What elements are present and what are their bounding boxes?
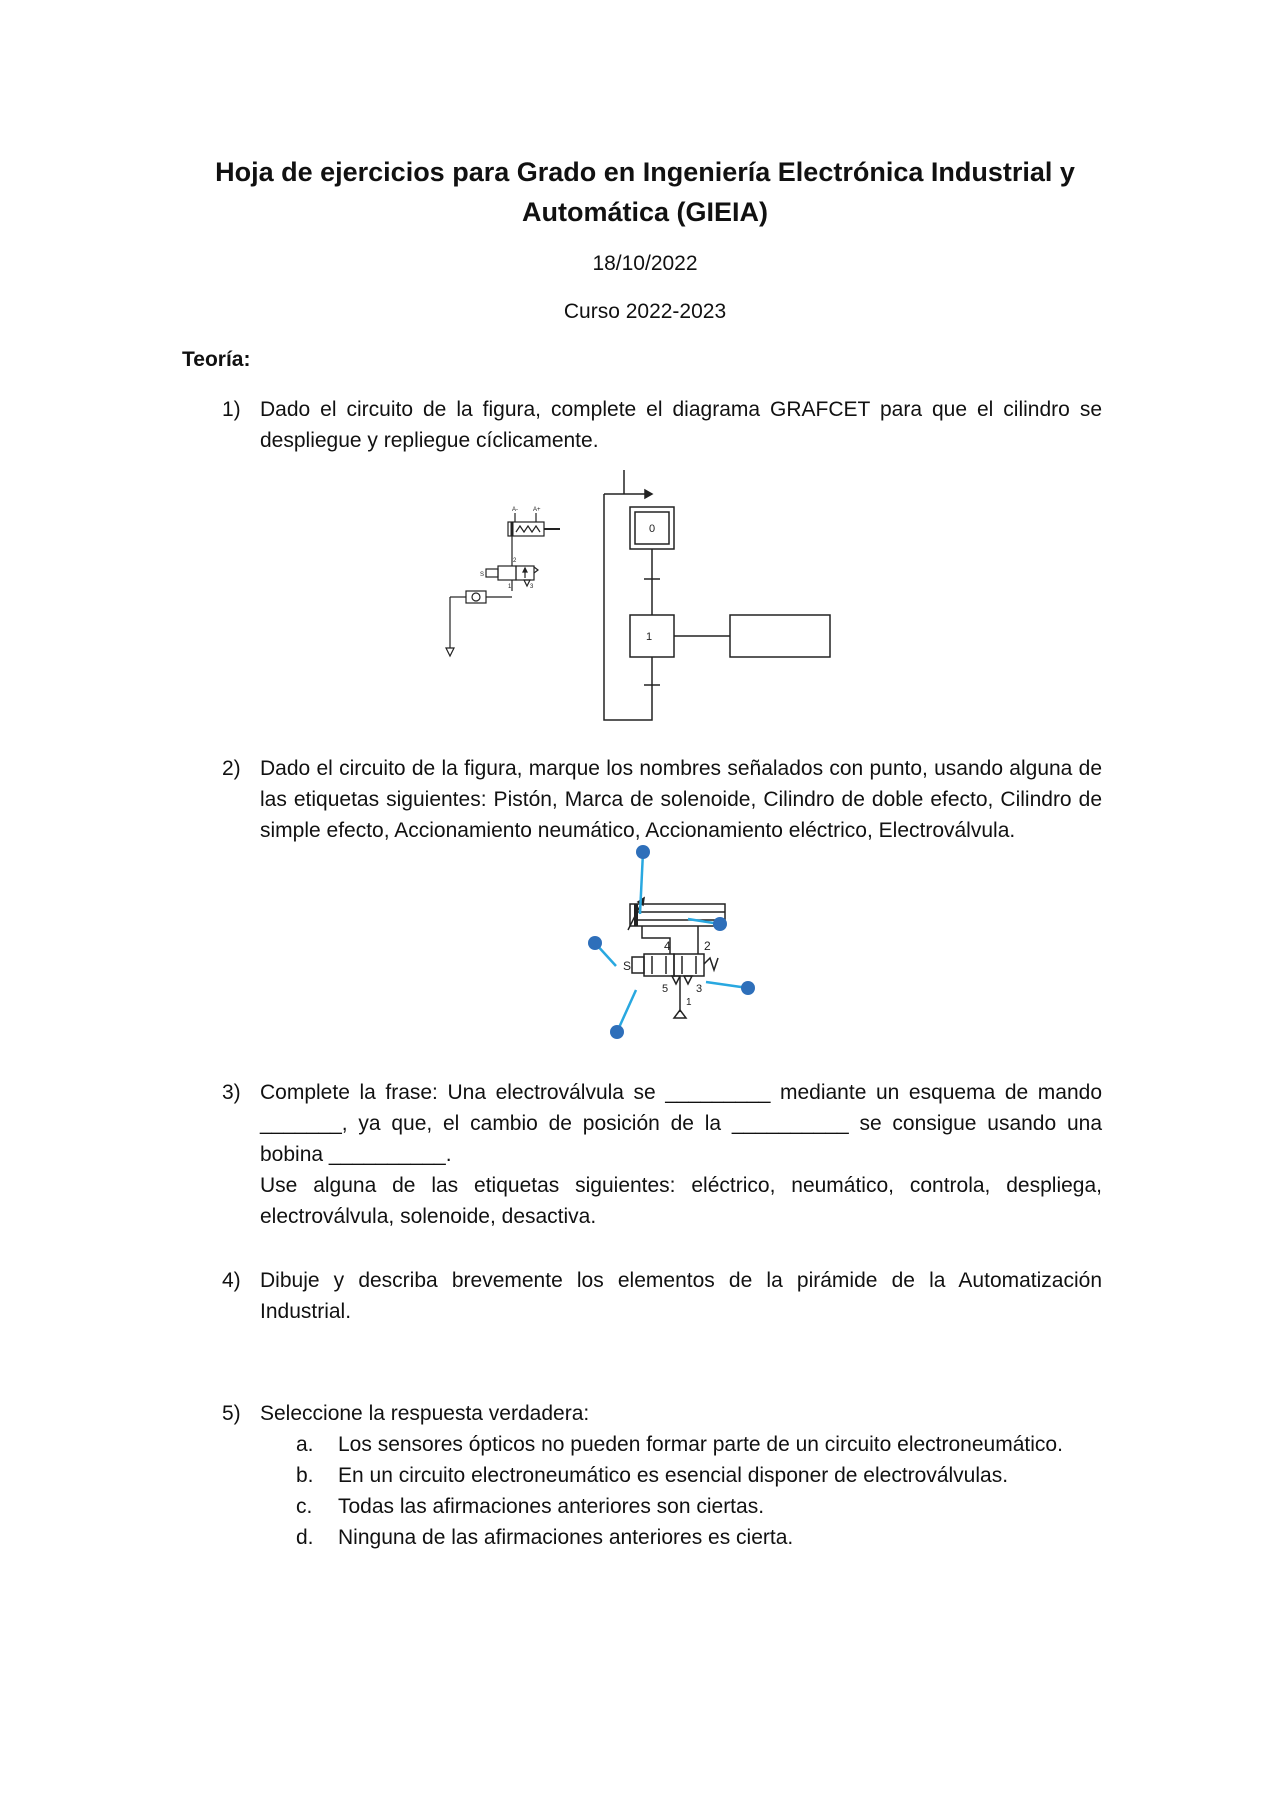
option-text: Ninguna de las afirmaciones anteriores es cierta.: [338, 1526, 794, 1549]
option-letter: a.: [296, 1433, 314, 1456]
grafcet-step-1-label: 1: [646, 631, 653, 643]
figure-1-circuit-grafcet: [440, 470, 840, 730]
option-text: Los sensores ópticos no pueden formar parte de un circuito electroneumático.: [338, 1433, 1063, 1456]
question-text: Dado el circuito de la figura, complete el diagrama GRAFCET para que el cilindro se despliegue y repliegue cíclicamente.: [260, 398, 1102, 452]
valve-label-2: 2: [513, 558, 517, 564]
figure-1-grafcet: [604, 470, 830, 720]
question-number: 3): [222, 1081, 241, 1104]
question-3: [222, 1077, 1102, 1232]
question-number: 1): [222, 398, 241, 421]
option-d: [296, 1522, 1116, 1553]
marker-3: [588, 936, 602, 950]
option-text: Todas las afirmaciones anteriores son ciertas.: [338, 1495, 765, 1518]
valve-label-3: 3: [530, 584, 534, 590]
marker-5: [610, 1025, 624, 1039]
grafcet-arrow-head: [645, 490, 652, 498]
cylinder-spring: [516, 526, 540, 532]
option-text: En un circuito electroneumático es esencial disponer de electroválvulas.: [338, 1464, 1009, 1487]
option-a: [296, 1429, 1116, 1460]
document-course: Curso 2022-2023: [563, 300, 727, 323]
exhaust-3: [684, 976, 692, 984]
exhaust-5: [672, 976, 680, 984]
valve-label-1: 1: [508, 584, 512, 590]
question-4: [222, 1265, 1102, 1327]
option-c: [296, 1491, 1116, 1522]
cylinder-label-a-plus: A+: [533, 507, 541, 513]
pressure-source: [674, 1010, 686, 1018]
port-label-1: 1: [686, 997, 692, 1008]
valve-solenoid: [486, 569, 498, 577]
marker-1: [636, 845, 650, 859]
figure-2-circuit: [623, 898, 725, 1018]
option-letter: d.: [296, 1526, 314, 1549]
valve-solenoid: [632, 957, 644, 973]
question-text: Complete la frase: Una electroválvula se _________ mediante un esquema de mando _______, ya que, el cambio de posición de la __________ se consigue usando una bobina __________.: [260, 1081, 1102, 1166]
port-label-2: 2: [704, 939, 711, 953]
question-1: [222, 394, 1102, 456]
valve-box-left: [644, 954, 674, 976]
question-2: [222, 753, 1102, 846]
title-line-1: Hoja de ejercicios para Grado en Ingeniería Electrónica Industrial y: [215, 157, 1075, 187]
port-label-5: 5: [662, 983, 669, 995]
document-title: [180, 152, 1110, 232]
valve-return-spring: [704, 958, 718, 970]
question-5: [222, 1398, 1102, 1429]
question-number: 4): [222, 1269, 241, 1292]
marker-4: [741, 981, 755, 995]
section-heading: Teoría:: [182, 348, 251, 371]
valve-arrow-head: [523, 568, 527, 572]
question-text: Seleccione la respuesta verdadera:: [260, 1402, 590, 1425]
figure-2-markers: [588, 845, 755, 1039]
option-b: [296, 1460, 1116, 1491]
grafcet-step-0-label: 0: [649, 523, 656, 535]
document-date: 18/10/2022: [592, 252, 698, 275]
question-text: Dibuje y describa brevemente los elementos de la pirámide de la Automatización Industrial.: [260, 1269, 1102, 1323]
pressure-gauge-icon: [472, 593, 480, 601]
marker-2: [713, 917, 727, 931]
option-letter: c.: [296, 1495, 313, 1518]
valve-box-left: [498, 566, 516, 580]
valve-box-right: [674, 954, 704, 976]
solenoid-label-s: S: [623, 959, 632, 973]
title-line-2: Automática (GIEIA): [521, 197, 769, 227]
valve-label-s: S: [480, 572, 485, 578]
ground-symbol: [446, 648, 454, 656]
question-number: 5): [222, 1402, 241, 1425]
port-label-4: 4: [664, 939, 671, 953]
question-number: 2): [222, 757, 241, 780]
grafcet-action-box: [730, 615, 830, 657]
question-5-options: [296, 1429, 1116, 1553]
question-text: Dado el circuito de la figura, marque los nombres señalados con punto, usando alguna de las etiquetas siguientes: Pistón, Marca de solenoide, Cilindro de doble efecto, Cilindro de simple efecto, Accionamiento neumático, Accionamiento eléctrico, Electroválvula.: [260, 757, 1102, 842]
cylinder-label-a-minus: A-: [512, 507, 518, 513]
question-text-2: Use alguna de las etiquetas siguientes: eléctrico, neumático, controla, despliega, electroválvula, solenoide, desactiva.: [260, 1174, 1102, 1228]
figure-2-labelled-circuit: [580, 842, 780, 1042]
figure-1-pneumatic-circuit: [446, 507, 560, 656]
port-label-3: 3: [696, 983, 703, 995]
option-letter: b.: [296, 1464, 314, 1487]
grafcet-loop-line: [604, 494, 652, 720]
